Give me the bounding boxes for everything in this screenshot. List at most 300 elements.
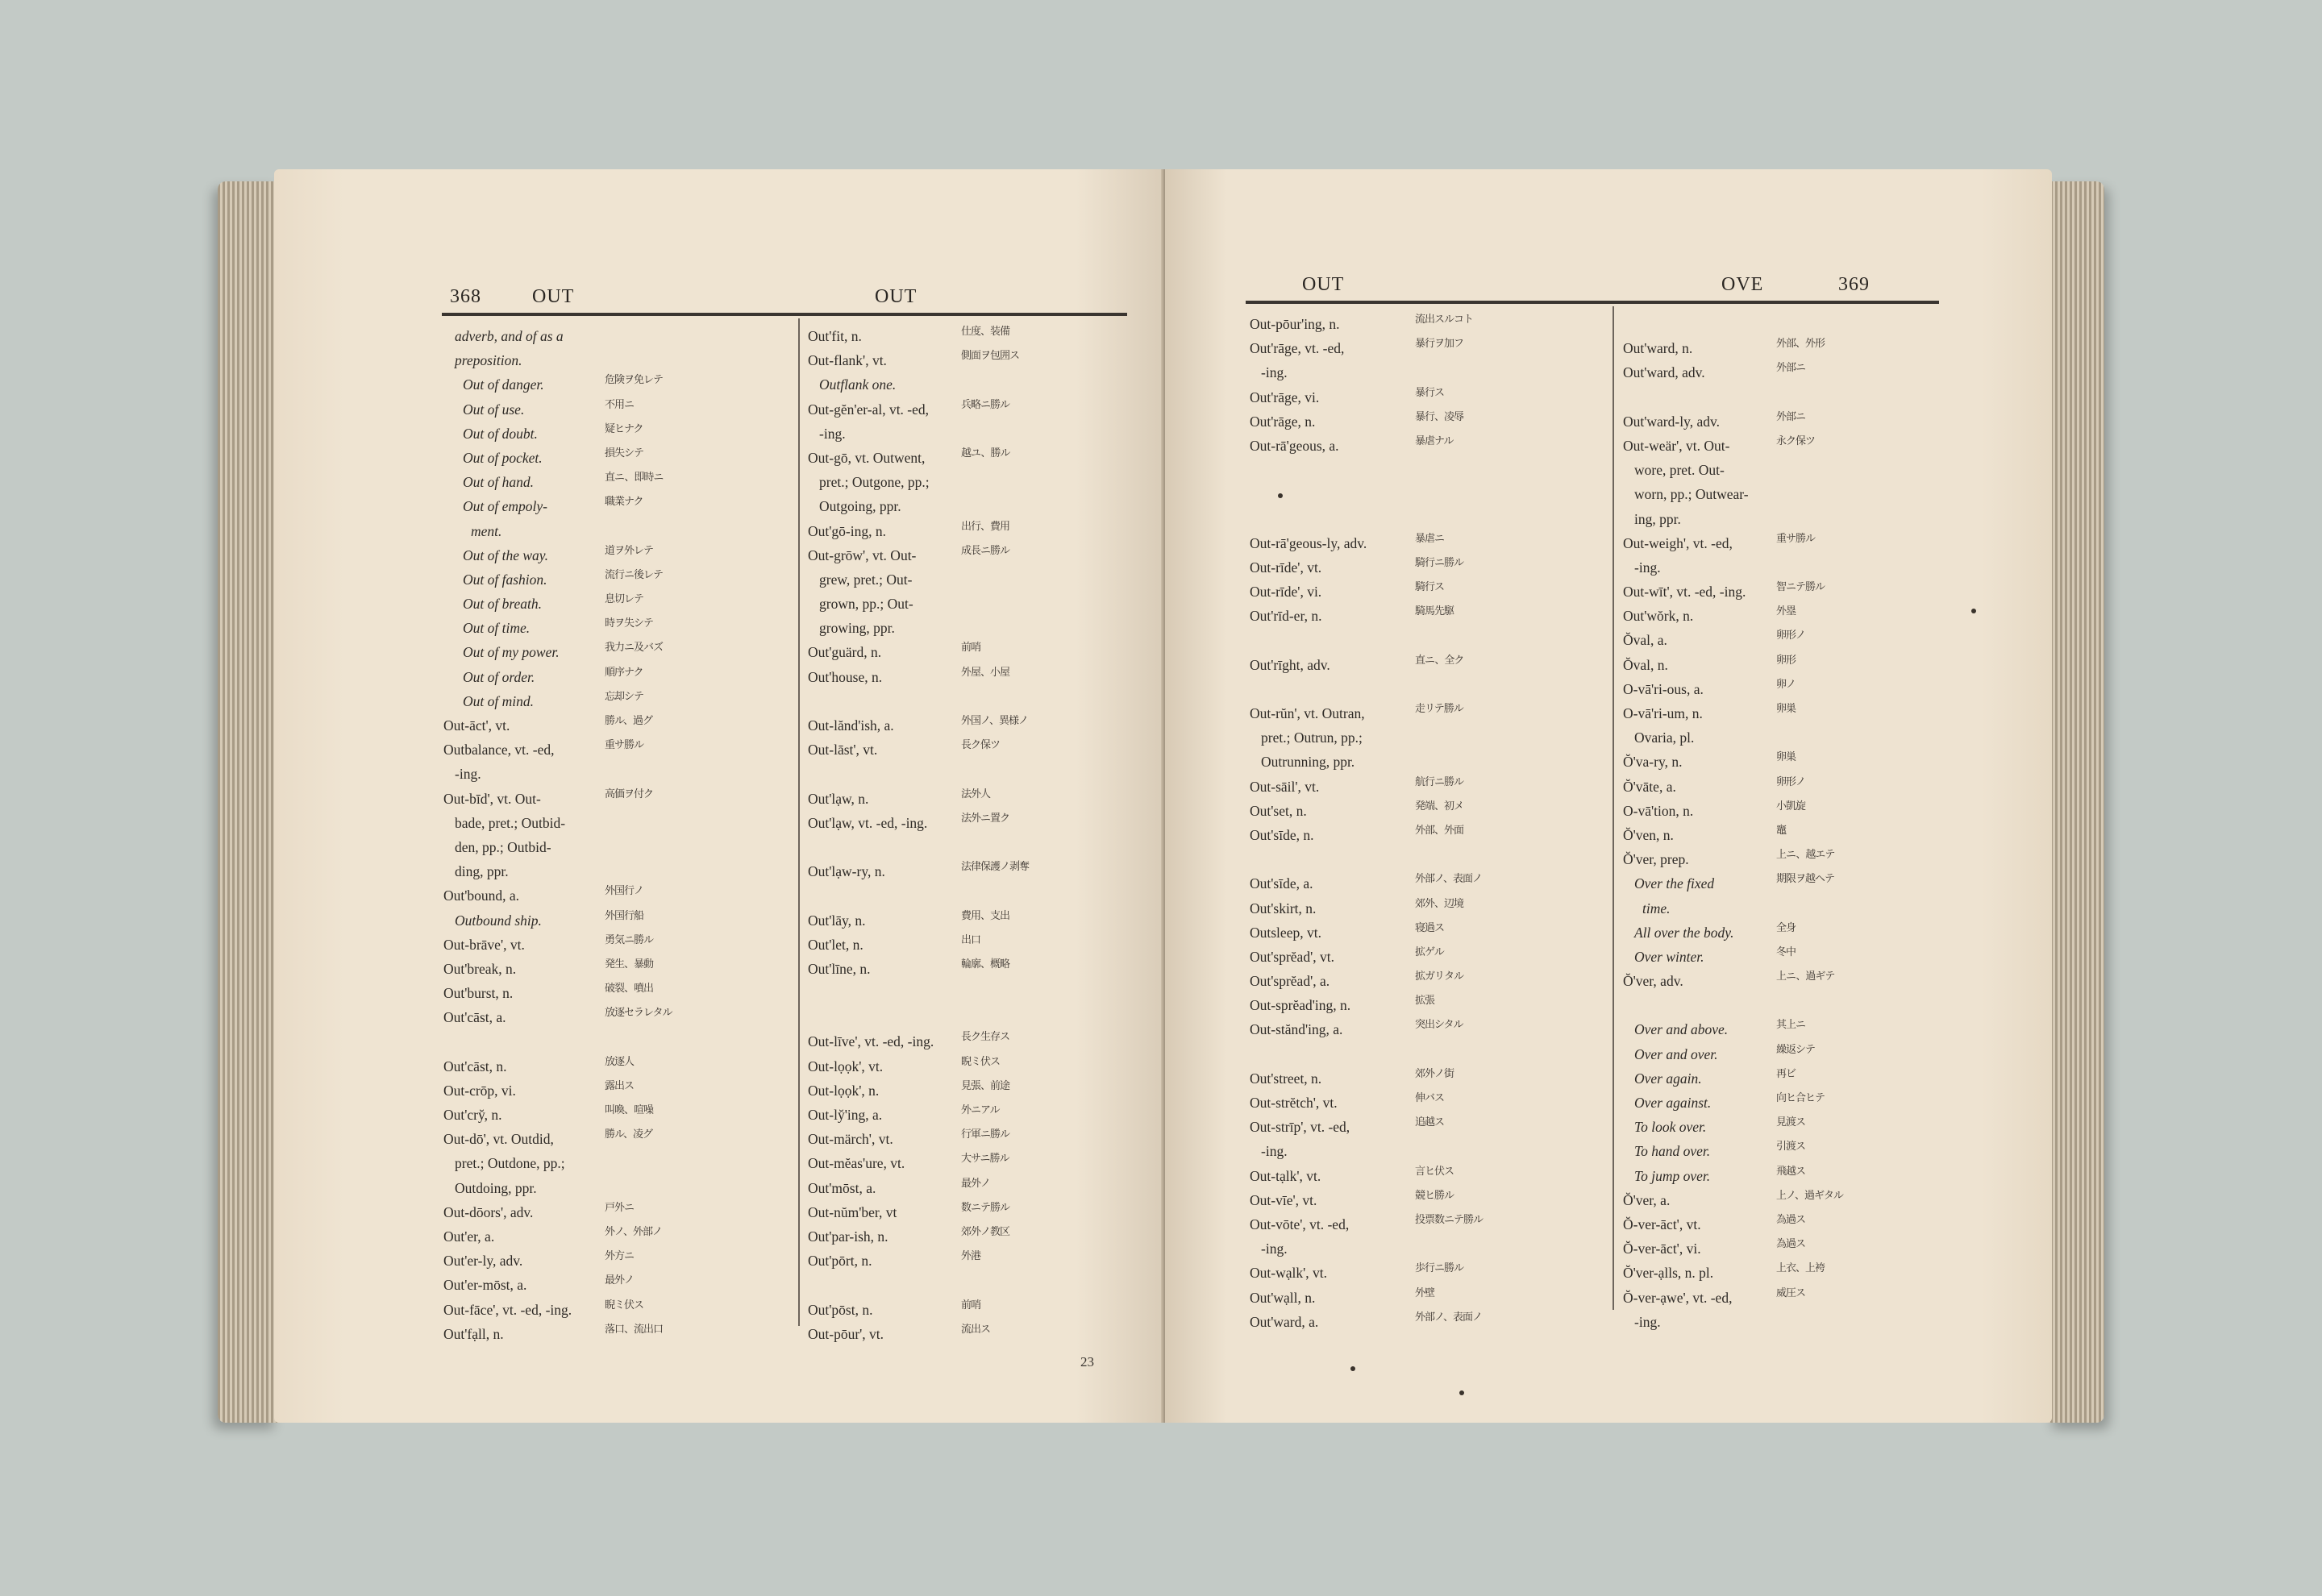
entry-japanese-gloss: 冬中 <box>1776 946 1796 958</box>
entry-japanese-gloss: 危険ヲ免レテ <box>605 374 664 387</box>
entry-japanese-gloss: 歩行ニ勝ル <box>1415 1262 1464 1275</box>
dictionary-entry <box>1250 874 1604 898</box>
entry-headword: Out'wŏrk, n. <box>1623 608 1694 625</box>
entry-headword: Out-sāil', vt. <box>1250 778 1320 795</box>
dictionary-entry <box>1250 339 1604 363</box>
dictionary-entry <box>1250 1312 1604 1336</box>
entry-japanese-gloss: 寝過ス <box>1415 921 1445 934</box>
right-page-edges <box>2048 181 2104 1423</box>
entry-headword: Out'set, n. <box>1250 802 1307 819</box>
dictionary-entry <box>443 424 790 448</box>
entry-headword: Ovaria, pl. <box>1634 729 1695 746</box>
entry-japanese-gloss: 露出ス <box>605 1079 635 1092</box>
dictionary-entry <box>1250 923 1604 947</box>
entry-headword: Out of time. <box>463 620 531 637</box>
dictionary-entry <box>808 1203 1130 1227</box>
entry-japanese-gloss: 為過ス <box>1776 1213 1806 1226</box>
entry-headword: wore, pret. Out- <box>1634 462 1725 479</box>
entry-japanese-gloss: 其上ニ <box>1776 1019 1806 1032</box>
entry-headword: Outdoing, ppr. <box>455 1179 537 1196</box>
dictionary-entry <box>808 1251 1130 1275</box>
entry-headword: Out'par-ish, n. <box>808 1228 888 1245</box>
entry-japanese-gloss: 不用ニ <box>605 398 635 411</box>
dictionary-entry <box>1250 1215 1604 1239</box>
dictionary-entry <box>808 692 1130 716</box>
entry-japanese-gloss: 流出スルコト <box>1415 314 1474 326</box>
entry-headword: Over again. <box>1634 1070 1702 1087</box>
page-number-left: 368 <box>450 286 481 307</box>
entry-headword: Out of my power. <box>463 644 560 661</box>
dictionary-entry <box>808 959 1130 983</box>
entry-headword: Out'skirt, n. <box>1250 900 1317 916</box>
dictionary-entry <box>1250 388 1604 412</box>
dictionary-entry <box>443 400 790 424</box>
entry-japanese-gloss: 永ク保ツ <box>1776 434 1816 447</box>
entry-japanese-gloss: 息切レテ <box>605 593 644 606</box>
entry-headword: Ŏ'ven, n. <box>1623 826 1674 843</box>
entry-headword: Out'ward, adv. <box>1623 364 1705 381</box>
entry-headword: Out'er, a. <box>443 1228 495 1245</box>
entry-headword: Out-gō, vt. Outwent, <box>808 449 926 466</box>
entry-headword: Out-lănd'ish, a. <box>808 717 894 734</box>
dictionary-entry <box>443 351 790 375</box>
dictionary-entry <box>808 667 1130 692</box>
entry-headword: Ŏ-ver-ạwe', vt. -ed, <box>1623 1289 1733 1306</box>
entry-japanese-gloss: 外港 <box>961 1250 981 1263</box>
dictionary-entry <box>1250 1141 1604 1166</box>
entry-japanese-gloss: 重サ勝ル <box>1776 532 1816 545</box>
entry-headword: pret.; Outdone, pp.; <box>455 1155 565 1172</box>
dictionary-entry <box>808 400 1130 424</box>
dictionary-entry <box>1250 899 1604 923</box>
entry-japanese-gloss: 騎行ニ勝ル <box>1415 556 1464 569</box>
dictionary-entry <box>1623 412 1945 436</box>
entry-japanese-gloss: 騎馬先駆 <box>1415 605 1454 618</box>
ink-speck <box>1971 609 1976 613</box>
dictionary-entry <box>443 692 790 716</box>
entry-headword: Out'break, n. <box>443 960 517 977</box>
dictionary-entry <box>1250 484 1604 509</box>
dictionary-entry <box>443 594 790 618</box>
entry-japanese-gloss: 卵形ノ <box>1776 775 1806 788</box>
dictionary-entry <box>808 716 1130 740</box>
entry-headword: Out'lạw-ry, n. <box>808 863 885 880</box>
entry-headword: Out-ly̆'ing, a. <box>808 1107 883 1123</box>
entry-headword: Out of breath. <box>463 596 543 613</box>
entry-japanese-gloss: 卵形 <box>1776 654 1796 667</box>
entry-japanese-gloss: 長ク保ツ <box>961 739 1001 752</box>
entry-japanese-gloss: 外屋、小屋 <box>961 666 1010 679</box>
entry-headword: To look over. <box>1634 1119 1707 1136</box>
entry-japanese-gloss: 出口 <box>961 933 981 946</box>
entry-headword: Out'ward-ly, adv. <box>1623 413 1720 430</box>
entry-headword: Ŏ'ver, a. <box>1623 1191 1671 1208</box>
entry-headword: Over and above. <box>1634 1021 1729 1038</box>
entry-japanese-gloss: 最外ノ <box>605 1274 635 1287</box>
right-running-head-2: OVE <box>1721 274 1764 295</box>
entry-headword: bade, pret.; Outbid- <box>455 814 566 831</box>
dictionary-entry <box>443 959 790 983</box>
entry-japanese-gloss: 暴行、凌辱 <box>1415 410 1464 423</box>
dictionary-entry <box>1250 825 1604 850</box>
entry-headword: Out-nŭm'ber, vt <box>808 1203 897 1220</box>
dictionary-entry <box>1623 1263 1945 1287</box>
entry-japanese-gloss: 流行ニ後レテ <box>605 568 664 581</box>
dictionary-entry <box>1623 704 1945 728</box>
entry-headword: Out-āct', vt. <box>443 717 510 734</box>
dictionary-entry <box>443 1203 790 1227</box>
entry-headword: -ing. <box>1634 559 1661 576</box>
dictionary-entry <box>808 1008 1130 1032</box>
dictionary-entry <box>808 813 1130 837</box>
dictionary-entry <box>808 424 1130 448</box>
entry-japanese-gloss: 損失シテ <box>605 447 644 459</box>
dictionary-entry <box>808 1057 1130 1081</box>
dictionary-entry <box>1250 363 1604 387</box>
entry-japanese-gloss: 為過ス <box>1776 1238 1806 1251</box>
entry-japanese-gloss: 上ニ、越エテ <box>1776 849 1835 862</box>
dictionary-entry <box>1250 1020 1604 1044</box>
dictionary-entry <box>443 497 790 521</box>
entry-headword: Outsleep, vt. <box>1250 924 1321 941</box>
dictionary-entry <box>1623 1215 1945 1239</box>
entry-headword: Out'fit, n. <box>808 328 862 344</box>
dictionary-entry <box>808 1178 1130 1203</box>
entry-headword: Over the fixed <box>1634 875 1715 892</box>
entry-japanese-gloss: 外部ノ、表面ノ <box>1415 873 1482 886</box>
entry-japanese-gloss: 卵ノ <box>1776 678 1796 691</box>
entry-headword: Out of order. <box>463 668 535 685</box>
entry-japanese-gloss: 郊外、辺境 <box>1415 897 1464 910</box>
dictionary-entry <box>1250 777 1604 801</box>
entry-headword: preposition. <box>455 352 522 369</box>
left-running-head-1: OUT <box>532 286 575 307</box>
entry-japanese-gloss: 大サニ勝ル <box>961 1153 1009 1166</box>
dictionary-entry <box>1623 1141 1945 1166</box>
dictionary-entry <box>808 448 1130 472</box>
entry-headword: Over winter. <box>1634 948 1704 965</box>
entry-headword: Out-vīe', vt. <box>1250 1191 1317 1208</box>
entry-japanese-gloss: 競ヒ勝ル <box>1415 1189 1454 1202</box>
entry-headword: Outbalance, vt. -ed, <box>443 742 555 759</box>
entry-headword: Out'rīght, adv. <box>1250 656 1330 673</box>
entry-japanese-gloss: 道ヲ外レテ <box>605 544 654 557</box>
entry-japanese-gloss: 落口、流出口 <box>605 1323 664 1336</box>
entry-headword: grown, pp.; Out- <box>819 596 913 613</box>
entry-headword: Out-dō', vt. Outdid, <box>443 1131 554 1148</box>
dictionary-entry <box>1623 680 1945 704</box>
dictionary-entry <box>808 351 1130 375</box>
entry-headword: Out'lạw, n. <box>808 790 869 807</box>
right-page <box>1165 169 2052 1423</box>
entry-japanese-gloss: 拡ゲル <box>1415 946 1444 958</box>
entry-headword: Out'cāst, a. <box>443 1009 506 1026</box>
dictionary-entry <box>1623 655 1945 680</box>
dictionary-entry <box>1623 1117 1945 1141</box>
entry-japanese-gloss: 勇気ニ勝ル <box>605 933 654 946</box>
dictionary-entry <box>443 716 790 740</box>
right-column-2 <box>1623 314 1945 1336</box>
entry-headword: ment. <box>471 522 502 539</box>
entry-headword: Outrunning, ppr. <box>1261 754 1355 771</box>
entry-headword: Out'fạll, n. <box>443 1325 504 1342</box>
entry-headword: Out'sprĕad', a. <box>1250 973 1330 990</box>
entry-headword: Out-rŭn', vt. Outran, <box>1250 705 1365 721</box>
entry-japanese-gloss: 騎行ス <box>1415 581 1445 594</box>
entry-headword: Out'sprĕad', vt. <box>1250 948 1334 965</box>
entry-japanese-gloss: 職業ナク <box>605 496 643 509</box>
dictionary-entry <box>1623 728 1945 752</box>
left-running-head-2: OUT <box>875 286 918 307</box>
dictionary-entry <box>1623 558 1945 582</box>
entry-headword: Out-mĕas'ure, vt. <box>808 1155 905 1172</box>
dictionary-entry <box>1623 339 1945 363</box>
dictionary-entry <box>443 911 790 935</box>
dictionary-entry <box>808 1032 1130 1056</box>
entry-headword: Out of use. <box>463 401 525 418</box>
entry-headword: Out-rīde', vt. <box>1250 559 1322 576</box>
dictionary-entry <box>443 1032 790 1056</box>
entry-headword: O-vā'ri-um, n. <box>1623 705 1703 721</box>
entry-headword: Out'cāst, n. <box>443 1058 507 1074</box>
entry-headword: Out of mind. <box>463 692 534 709</box>
dictionary-entry <box>808 497 1130 521</box>
ink-speck <box>1459 1390 1464 1395</box>
entry-headword: Out'house, n. <box>808 668 883 685</box>
dictionary-entry <box>1623 1312 1945 1336</box>
entry-japanese-gloss: 航行ニ勝ル <box>1415 775 1464 788</box>
entry-headword: Out'let, n. <box>808 936 863 953</box>
entry-headword: Ŏ'ver-ạlls, n. pl. <box>1623 1265 1714 1282</box>
entry-headword: Out-gĕn'er-al, vt. -ed, <box>808 401 930 418</box>
dictionary-entry <box>443 1251 790 1275</box>
entry-japanese-gloss: 長ク生存ス <box>961 1031 1010 1044</box>
header-rule-left <box>442 313 1127 316</box>
dictionary-entry <box>443 1008 790 1032</box>
entry-headword: -ing. <box>1261 1241 1288 1257</box>
entry-headword: Outbound ship. <box>455 912 542 929</box>
dictionary-entry <box>1623 899 1945 923</box>
entry-japanese-gloss: 疑ヒナク <box>605 422 643 435</box>
dictionary-entry <box>1623 874 1945 898</box>
dictionary-entry <box>1250 606 1604 630</box>
entry-headword: Out-rā'geous-ly, adv. <box>1250 534 1367 551</box>
dictionary-entry <box>1623 752 1945 776</box>
entry-headword: Out'sīde, n. <box>1250 826 1314 843</box>
dictionary-entry <box>808 618 1130 642</box>
dictionary-entry <box>808 1081 1130 1105</box>
entry-japanese-gloss: 投票数ニテ勝ル <box>1415 1213 1484 1226</box>
entry-japanese-gloss: 卵形ノ <box>1776 630 1806 642</box>
right-column-1 <box>1250 314 1604 1336</box>
dictionary-entry <box>808 1300 1130 1324</box>
entry-japanese-gloss: 前哨 <box>961 642 981 655</box>
entry-headword: To jump over. <box>1634 1167 1711 1184</box>
dictionary-entry <box>443 1324 790 1349</box>
dictionary-entry <box>808 642 1130 667</box>
dictionary-entry <box>1623 995 1945 1020</box>
entry-headword: Out-stănd'ing, a. <box>1250 1021 1343 1038</box>
entry-japanese-gloss: 外塁 <box>1776 605 1796 618</box>
entry-japanese-gloss: 勝ル、凌グ <box>605 1128 652 1141</box>
left-column-1 <box>443 326 790 1349</box>
entry-japanese-gloss: 法律保護ノ剥奪 <box>961 861 1030 874</box>
entry-headword: Out-flank', vt. <box>808 352 887 369</box>
dictionary-entry <box>808 862 1130 886</box>
entry-japanese-gloss: 暴行ヲ加フ <box>1415 338 1464 351</box>
dictionary-entry <box>1250 558 1604 582</box>
entry-headword: Ŏ-ver-āct', vt. <box>1623 1216 1701 1232</box>
dictionary-entry <box>443 1300 790 1324</box>
entry-headword: pret.; Outrun, pp.; <box>1261 729 1363 746</box>
dictionary-entry <box>1623 1191 1945 1215</box>
entry-headword: Ŏval, a. <box>1623 632 1667 649</box>
dictionary-entry <box>1250 1166 1604 1191</box>
entry-headword: Out-vōte', vt. -ed, <box>1250 1216 1350 1232</box>
entry-japanese-gloss: 発端、初メ <box>1415 800 1464 813</box>
entry-japanese-gloss: 行軍ニ勝ル <box>961 1128 1010 1141</box>
entry-headword: Out'street, n. <box>1250 1070 1322 1087</box>
entry-japanese-gloss: 越ユ、勝ル <box>961 447 1010 459</box>
entry-headword: Out-strīp', vt. -ed, <box>1250 1119 1350 1136</box>
entry-headword: Outflank one. <box>819 376 897 393</box>
entry-headword: Out-lọọk', n. <box>808 1082 880 1099</box>
dictionary-entry <box>1250 850 1604 874</box>
dictionary-entry <box>808 472 1130 497</box>
dictionary-entry <box>443 764 790 788</box>
header-rule-right <box>1246 301 1939 304</box>
dictionary-entry <box>1250 1191 1604 1215</box>
dictionary-entry <box>1623 1288 1945 1312</box>
entry-japanese-gloss: 重サ勝ル <box>605 739 644 752</box>
entry-japanese-gloss: 破裂、噴出 <box>605 983 654 995</box>
entry-japanese-gloss: 流出ス <box>961 1323 991 1336</box>
entry-headword: Out-wīt', vt. -ed, -ing. <box>1623 584 1746 601</box>
entry-headword: Out-pōur', vt. <box>808 1325 884 1342</box>
entry-japanese-gloss: 直ニ、全ク <box>1415 654 1464 667</box>
entry-japanese-gloss: 我力ニ及バズ <box>605 642 664 655</box>
entry-headword: Out'guärd, n. <box>808 644 882 661</box>
dictionary-entry <box>1623 436 1945 460</box>
entry-japanese-gloss: 出行、費用 <box>961 520 1010 533</box>
dictionary-entry <box>1623 388 1945 412</box>
dictionary-entry <box>1250 1239 1604 1263</box>
dictionary-entry <box>1250 1263 1604 1287</box>
entry-headword: -ing. <box>1261 1143 1288 1160</box>
dictionary-entry <box>1250 630 1604 655</box>
dictionary-entry <box>808 789 1130 813</box>
column-rule-right <box>1612 306 1614 1310</box>
dictionary-entry <box>443 740 790 764</box>
entry-japanese-gloss: 小凱旋 <box>1776 800 1806 813</box>
entry-japanese-gloss: 竈 <box>1776 824 1787 837</box>
entry-headword: Out-weär', vt. Out- <box>1623 437 1730 454</box>
dictionary-entry <box>1250 752 1604 776</box>
entry-japanese-gloss: 高価ヲ付ク <box>605 788 654 800</box>
entry-japanese-gloss: 外ノ、外部ノ <box>605 1225 662 1238</box>
entry-headword: growing, ppr. <box>819 620 895 637</box>
dictionary-entry <box>1250 1069 1604 1093</box>
entry-headword: Out of pocket. <box>463 449 543 466</box>
entry-japanese-gloss: 外部、外面 <box>1415 824 1464 837</box>
dictionary-entry <box>1623 947 1945 971</box>
entry-japanese-gloss: 再ビ <box>1776 1067 1796 1080</box>
entry-japanese-gloss: 見張、前途 <box>961 1079 1010 1092</box>
entry-headword: Over and over. <box>1634 1045 1718 1062</box>
dictionary-entry <box>1250 314 1604 339</box>
entry-headword: Out'wạll, n. <box>1250 1289 1316 1306</box>
entry-japanese-gloss: 外国ノ、異様ノ <box>961 715 1028 727</box>
entry-headword: Out-brāve', vt. <box>443 936 525 953</box>
entry-japanese-gloss: 睨ミ伏ス <box>961 1055 1001 1068</box>
dictionary-entry <box>808 1227 1130 1251</box>
dictionary-entry <box>443 813 790 837</box>
dictionary-entry <box>443 1081 790 1105</box>
dictionary-entry <box>808 570 1130 594</box>
entry-headword: Out'mōst, a. <box>808 1179 876 1196</box>
entry-headword: ding, ppr. <box>455 863 509 880</box>
dictionary-entry <box>808 546 1130 570</box>
dictionary-entry <box>443 472 790 497</box>
entry-headword: Out-rīde', vi. <box>1250 584 1322 601</box>
entry-headword: Out-sprĕad'ing, n. <box>1250 997 1351 1014</box>
entry-headword: Ŏval, n. <box>1623 656 1668 673</box>
dictionary-entry <box>1623 1166 1945 1191</box>
dictionary-entry <box>1623 484 1945 509</box>
entry-japanese-gloss: 上ニ、過ギテ <box>1776 970 1835 983</box>
dictionary-entry <box>1250 509 1604 534</box>
entry-japanese-gloss: 繰返シテ <box>1776 1043 1816 1056</box>
entry-headword: Ŏ'va-ry, n. <box>1623 754 1683 771</box>
signature-mark: 23 <box>1080 1354 1094 1369</box>
dictionary-entry <box>1250 1093 1604 1117</box>
ink-speck <box>1278 493 1283 498</box>
entry-japanese-gloss: 智ニテ勝ル <box>1776 581 1825 594</box>
entry-headword: Out-bīd', vt. Out- <box>443 790 541 807</box>
dictionary-entry <box>808 886 1130 910</box>
entry-japanese-gloss: 言ヒ伏ス <box>1415 1165 1454 1178</box>
dictionary-entry <box>1623 850 1945 874</box>
entry-japanese-gloss: 法外ニ置ク <box>961 812 1010 825</box>
entry-headword: -ing. <box>1634 1313 1661 1330</box>
dictionary-entry <box>1250 582 1604 606</box>
dictionary-entry <box>1250 534 1604 558</box>
entry-headword: -ing. <box>819 425 846 442</box>
entry-headword: Out'lạw, vt. -ed, -ing. <box>808 814 928 831</box>
entry-japanese-gloss: 暴行ス <box>1415 386 1445 399</box>
dictionary-entry <box>1250 412 1604 436</box>
entry-headword: Over against. <box>1634 1095 1712 1111</box>
entry-headword: Outgoing, ppr. <box>819 498 901 515</box>
entry-japanese-gloss: 外国行船 <box>605 909 644 922</box>
entry-headword: Out-lọọk', vt. <box>808 1058 884 1074</box>
entry-japanese-gloss: 順序ナク <box>605 666 643 679</box>
open-book <box>218 169 2104 1427</box>
entry-japanese-gloss: 法外人 <box>961 788 991 800</box>
dictionary-entry <box>443 448 790 472</box>
dictionary-entry <box>1623 606 1945 630</box>
entry-headword: Out-lāst', vt. <box>808 742 878 759</box>
entry-japanese-gloss: 外部ニ <box>1776 410 1806 423</box>
entry-headword: O-vā'tion, n. <box>1623 802 1694 819</box>
entry-headword: Out'lāy, n. <box>808 912 866 929</box>
entry-japanese-gloss: 発生、暴動 <box>605 958 654 970</box>
entry-japanese-gloss: 兵略ニ勝ル <box>961 398 1010 411</box>
dictionary-entry <box>443 375 790 399</box>
dictionary-entry <box>443 983 790 1008</box>
dictionary-entry <box>1250 971 1604 995</box>
entry-headword: Out-pōur'ing, n. <box>1250 316 1340 332</box>
